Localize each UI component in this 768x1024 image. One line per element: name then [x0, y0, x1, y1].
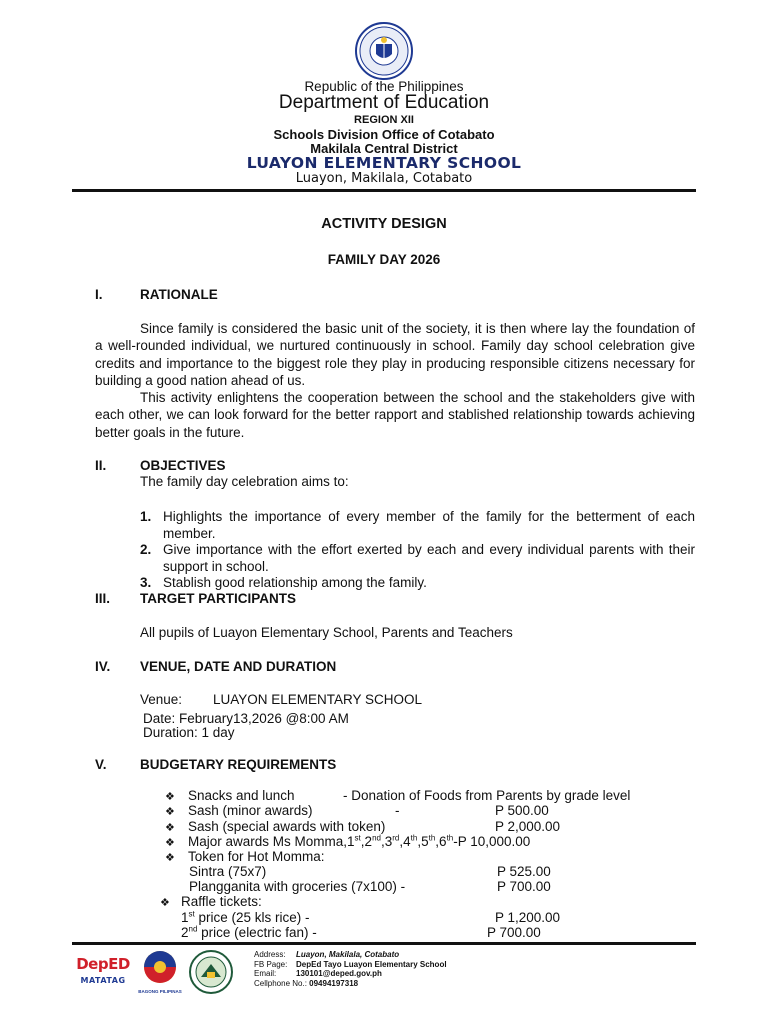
document-subtitle: FAMILY DAY 2026 — [327, 252, 441, 267]
raffle-prize-second — [181, 925, 317, 940]
section-number: III. — [95, 591, 111, 606]
prize-text: price (25 kls rice) - — [194, 910, 310, 925]
objective-number: 1. — [140, 509, 152, 524]
bagong-pilipinas-text: BAGONG PILIPINAS — [138, 989, 182, 994]
ordinal-suffix: th — [410, 833, 418, 843]
section-title-budget: BUDGETARY REQUIREMENTS — [140, 757, 337, 772]
bagong-pilipinas-icon — [141, 950, 179, 984]
ordinal: 3 — [384, 834, 393, 849]
rationale-paragraph: This activity enlightens the cooperation between the school and the stakeholders give with each other, we can look forward for the better rapport and stablished relationship towards achieving better goals in the future. — [95, 390, 695, 440]
footer-row-email — [254, 969, 514, 979]
diamond-bullet-icon: ❖ — [165, 852, 175, 864]
footer-cellphone: 09494197318 — [309, 978, 359, 988]
section-title-rationale: RATIONALE — [140, 287, 218, 302]
document-title: ACTIVITY DESIGN — [321, 216, 447, 232]
comma: , — [399, 834, 404, 849]
ordinal: 5 — [421, 834, 429, 849]
header-school-address: Luayon, Makilala, Cotabato — [295, 171, 473, 186]
budget-item-major-awards — [188, 834, 530, 849]
objective-item: Give importance with the effort exerted by each and every individual parents with their support in school. — [163, 542, 695, 574]
ordinal: 4 — [403, 834, 411, 849]
budget-dash: - — [395, 803, 400, 818]
school-seal — [189, 950, 233, 994]
budget-value: P 2,000.00 — [495, 819, 561, 834]
footer-divider — [72, 942, 696, 945]
venue-duration: Duration: 1 day — [143, 725, 235, 740]
section-number: IV. — [95, 659, 111, 674]
comma: , — [380, 834, 385, 849]
prize-text: price (electric fan) - — [197, 925, 317, 940]
header-region: REGION XII — [354, 114, 414, 126]
raffle-prize-first — [181, 910, 310, 925]
section-number: II. — [95, 458, 107, 473]
budget-item: Sash (special awards with token) — [188, 819, 386, 834]
bagong-pilipinas-logo — [134, 950, 186, 996]
footer-address: Luayon, Makilala, Cotabato — [296, 950, 400, 959]
budget-value: P 700.00 — [487, 925, 541, 940]
budget-item: Token for Hot Momma: — [188, 849, 325, 864]
footer-row-address — [254, 950, 514, 960]
section-title-venue: VENUE, DATE AND DURATION — [140, 659, 337, 674]
footer-label: Address: — [254, 950, 286, 959]
section-number: V. — [95, 757, 107, 772]
section-title-participants: TARGET PARTICIPANTS — [140, 591, 296, 606]
ordinal-suffix: th — [446, 833, 454, 843]
budget-value: P 1,200.00 — [495, 910, 561, 925]
footer-label: Cellphone No.: — [254, 978, 307, 988]
comma: , — [417, 834, 422, 849]
objectives-intro: The family day celebration aims to: — [140, 474, 349, 489]
footer-label: FB Page: — [254, 959, 288, 969]
header-district: Makilala Central District — [310, 141, 458, 156]
footer-contact — [254, 950, 514, 988]
diamond-bullet-icon: ❖ — [165, 791, 175, 803]
rationale-text — [95, 320, 695, 441]
objective-number: 2. — [140, 542, 152, 557]
ordinal: 1 — [347, 834, 355, 849]
objective-item: Highlights the importance of every member of the family for the betterment of each member. — [163, 509, 695, 541]
budget-subitem: Sintra (75x7) — [189, 864, 267, 879]
venue-date: Date: February13,2026 @8:00 AM — [143, 711, 349, 726]
venue-value: LUAYON ELEMENTARY SCHOOL — [213, 692, 423, 707]
section-title-objectives: OBJECTIVES — [140, 458, 226, 473]
diamond-bullet-icon: ❖ — [165, 837, 175, 849]
comma: , — [360, 834, 365, 849]
deped-seal — [350, 22, 418, 80]
footer-row-fb — [254, 960, 514, 970]
budget-item: Snacks and lunch — [188, 788, 295, 803]
header-republic: Republic of the Philippines — [304, 79, 464, 94]
budget-value: P 700.00 — [497, 879, 551, 894]
ordinal: 6 — [439, 834, 447, 849]
budget-value: P 500.00 — [495, 803, 549, 818]
budget-value: - Donation of Foods from Parents by grade level — [343, 788, 631, 803]
diamond-bullet-icon: ❖ — [165, 806, 175, 818]
budget-item: Major awards Ms Momma, — [188, 834, 348, 849]
footer-fb-page: DepEd Tayo Luayon Elementary School — [296, 959, 447, 969]
participants-text: All pupils of Luayon Elementary School, Parents and Teachers — [140, 625, 513, 640]
ordinal-suffix: nd — [188, 924, 198, 934]
venue-label: Venue: — [140, 692, 183, 707]
header-division: Schools Division Office of Cotabato — [273, 127, 495, 142]
diamond-bullet-icon: ❖ — [160, 897, 170, 909]
objective-number: 3. — [140, 575, 152, 590]
school-seal-icon — [189, 950, 233, 994]
header-divider — [72, 189, 696, 192]
objective-item: Stablish good relationship among the family. — [163, 575, 427, 590]
section-number: I. — [95, 287, 103, 302]
ordinal-suffix: st — [354, 833, 361, 843]
ordinal: 2 — [364, 834, 373, 849]
budget-item: Sash (minor awards) — [188, 803, 313, 818]
deped-seal-icon — [350, 22, 418, 80]
rationale-paragraph: Since family is considered the basic unit of the society, it is then where lay the foundation of a well-rounded individual, we nurtured continuously in school. Family day school celebration give credits and importance to the biggest role they play in producing responsible citizens necessary for building a good nation ahead of us. — [95, 321, 695, 388]
ordinal-suffix: st — [188, 909, 195, 919]
ordinal: 2 — [181, 925, 189, 940]
ordinal: 1 — [181, 910, 189, 925]
ordinal-suffix: nd — [372, 833, 381, 843]
deped-logo-text: DepED — [76, 955, 130, 973]
ordinal-suffix: th — [428, 833, 436, 843]
ordinal-suffix: rd — [392, 833, 400, 843]
footer-label: Email: — [254, 969, 277, 978]
header-department: Department of Education — [278, 92, 490, 113]
budget-subitem: Plangganita with groceries (7x100) - — [189, 879, 406, 894]
matatag-text: MATATAG — [80, 976, 126, 985]
budget-value: -P 10,000.00 — [453, 834, 531, 849]
budget-item: Raffle tickets: — [181, 894, 262, 909]
budget-value: P 525.00 — [497, 864, 551, 879]
diamond-bullet-icon: ❖ — [165, 822, 175, 834]
deped-logo — [74, 952, 132, 992]
footer-row-cellphone — [254, 979, 514, 989]
header-school-name: LUAYON ELEMENTARY SCHOOL — [246, 154, 522, 172]
footer-email: 130101@deped.gov.ph — [296, 969, 382, 978]
comma: , — [435, 834, 440, 849]
